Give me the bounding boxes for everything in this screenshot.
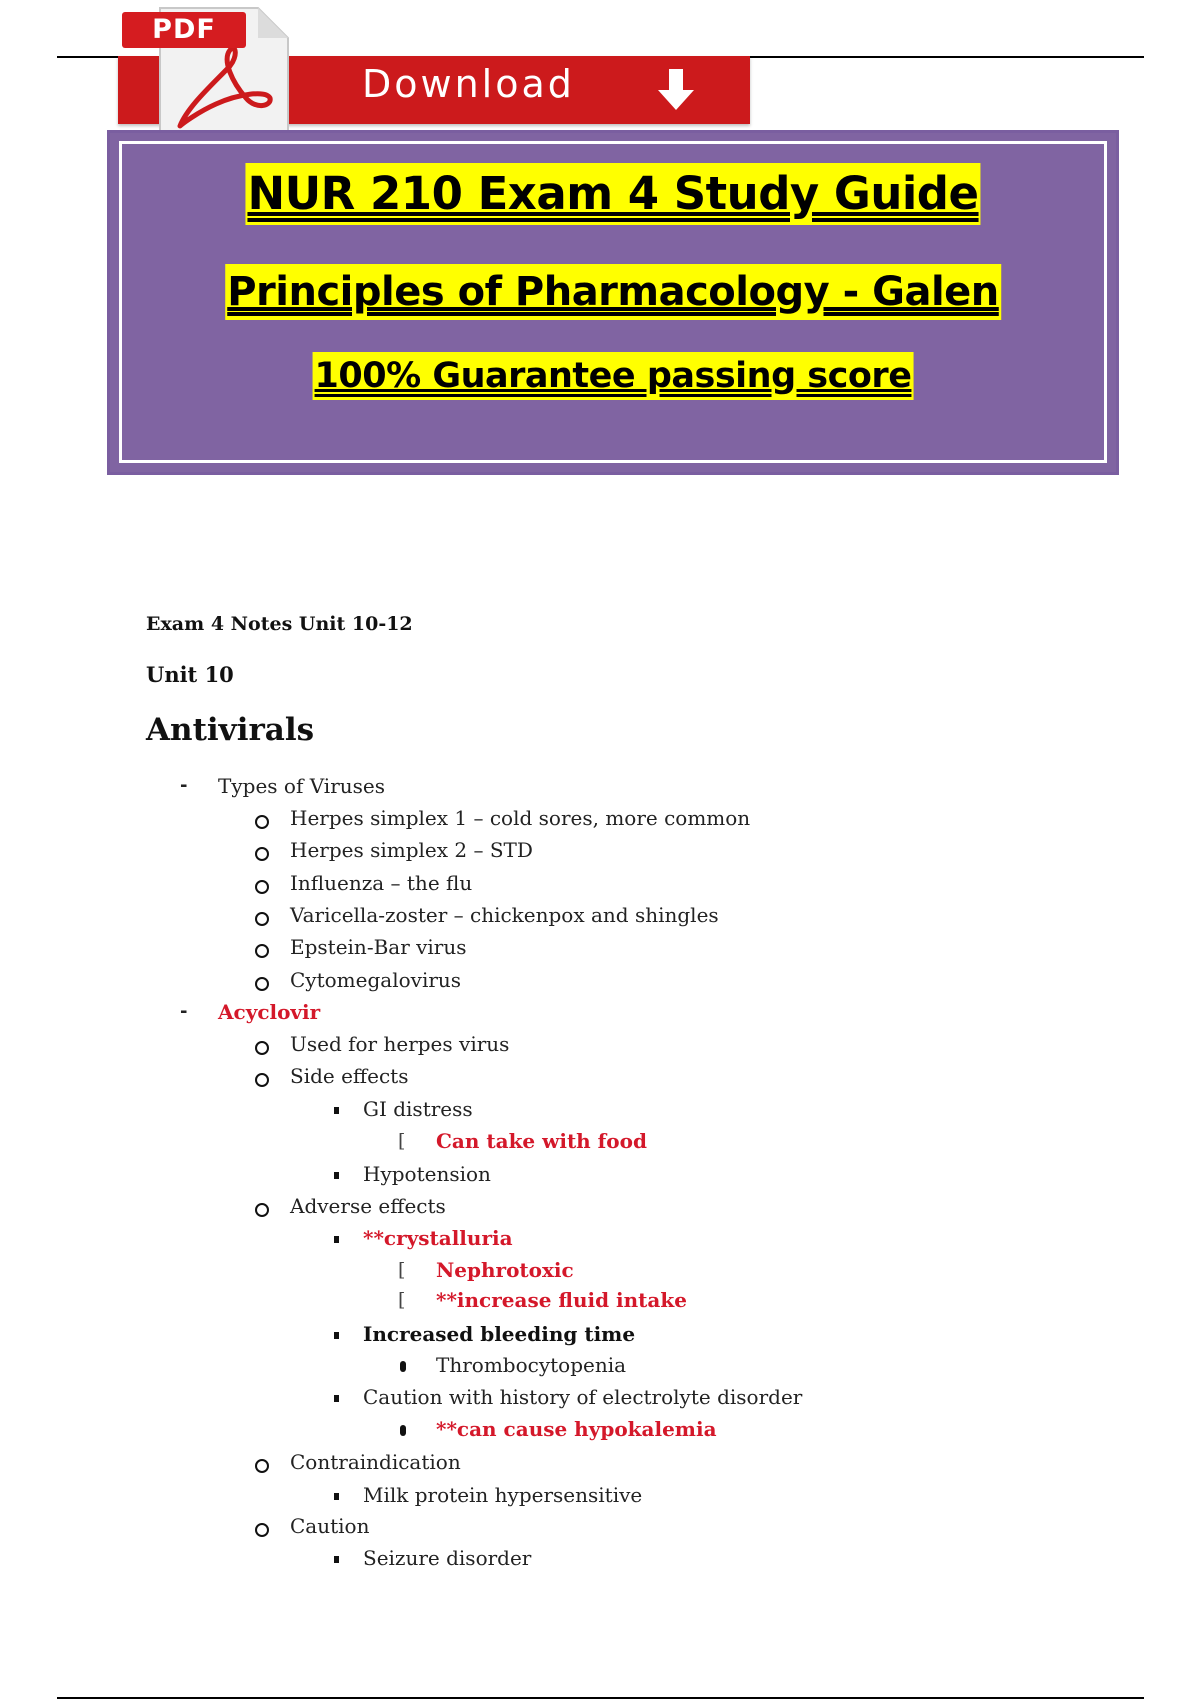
download-label[interactable]: Download — [362, 62, 575, 106]
outline-item: Epstein-Bar virus — [290, 935, 467, 959]
round-bullet-icon — [400, 1361, 406, 1372]
square-bullet-icon — [334, 1107, 339, 1114]
square-bullet-icon — [334, 1332, 339, 1339]
circle-bullet-icon — [255, 815, 269, 829]
outline-item: Contraindication — [290, 1450, 461, 1474]
circle-bullet-icon — [255, 1073, 269, 1087]
title-banner — [107, 130, 1119, 475]
course-subtitle: Principles of Pharmacology - Galen — [225, 264, 1001, 320]
outline-item: Thrombocytopenia — [436, 1353, 627, 1377]
outline-item: Milk protein hypersensitive — [363, 1483, 643, 1507]
dash-bullet: - — [180, 1001, 188, 1022]
bracket-bullet: [ — [398, 1130, 406, 1152]
outline-item: **crystalluria — [363, 1226, 513, 1250]
outline-item: Adverse effects — [290, 1194, 446, 1218]
outline-item: Seizure disorder — [363, 1546, 532, 1570]
guarantee-tagline: 100% Guarantee passing score — [313, 352, 914, 400]
square-bullet-icon — [334, 1172, 339, 1179]
outline-item: Herpes simplex 1 – cold sores, more common — [290, 806, 751, 830]
circle-bullet-icon — [255, 977, 269, 991]
circle-bullet-icon — [255, 944, 269, 958]
outline-item: Caution — [290, 1514, 370, 1538]
circle-bullet-icon — [255, 1041, 269, 1055]
guide-title: NUR 210 Exam 4 Study Guide — [245, 163, 980, 225]
outline-item: Types of Viruses — [218, 774, 385, 798]
notes-heading: Exam 4 Notes Unit 10-12 — [146, 613, 413, 635]
circle-bullet-icon — [255, 1459, 269, 1473]
outline-item: GI distress — [363, 1097, 473, 1121]
dash-bullet: - — [180, 775, 188, 796]
bracket-bullet: [ — [398, 1259, 406, 1281]
outline-item: Varicella-zoster – chickenpox and shingles — [290, 903, 719, 927]
square-bullet-icon — [334, 1395, 339, 1402]
outline-item: Used for herpes virus — [290, 1032, 510, 1056]
outline-item: Acyclovir — [218, 1000, 321, 1024]
section-title: Antivirals — [146, 712, 315, 748]
outline-item: Herpes simplex 2 – STD — [290, 838, 533, 862]
outline-item: Increased bleeding time — [363, 1322, 636, 1346]
circle-bullet-icon — [255, 912, 269, 926]
outline-item: Cytomegalovirus — [290, 968, 462, 992]
circle-bullet-icon — [255, 847, 269, 861]
outline-item: Caution with history of electrolyte disorder — [363, 1385, 803, 1409]
outline-item: Side effects — [290, 1064, 409, 1088]
circle-bullet-icon — [255, 1203, 269, 1217]
square-bullet-icon — [334, 1236, 339, 1243]
outline-item: Nephrotoxic — [436, 1258, 574, 1282]
outline-item: **increase fluid intake — [436, 1288, 687, 1312]
square-bullet-icon — [334, 1493, 339, 1500]
download-arrow-icon[interactable] — [652, 66, 700, 114]
outline-item: Influenza – the flu — [290, 871, 473, 895]
unit-heading: Unit 10 — [146, 662, 234, 687]
circle-bullet-icon — [255, 880, 269, 894]
circle-bullet-icon — [255, 1523, 269, 1537]
bracket-bullet: [ — [398, 1289, 406, 1311]
square-bullet-icon — [334, 1556, 339, 1563]
outline-item: Hypotension — [363, 1162, 491, 1186]
pdf-label: PDF — [122, 12, 246, 48]
bottom-rule — [57, 1697, 1144, 1699]
outline-item: Can take with food — [436, 1129, 647, 1153]
outline-item: **can cause hypokalemia — [436, 1417, 717, 1441]
round-bullet-icon — [400, 1425, 406, 1436]
